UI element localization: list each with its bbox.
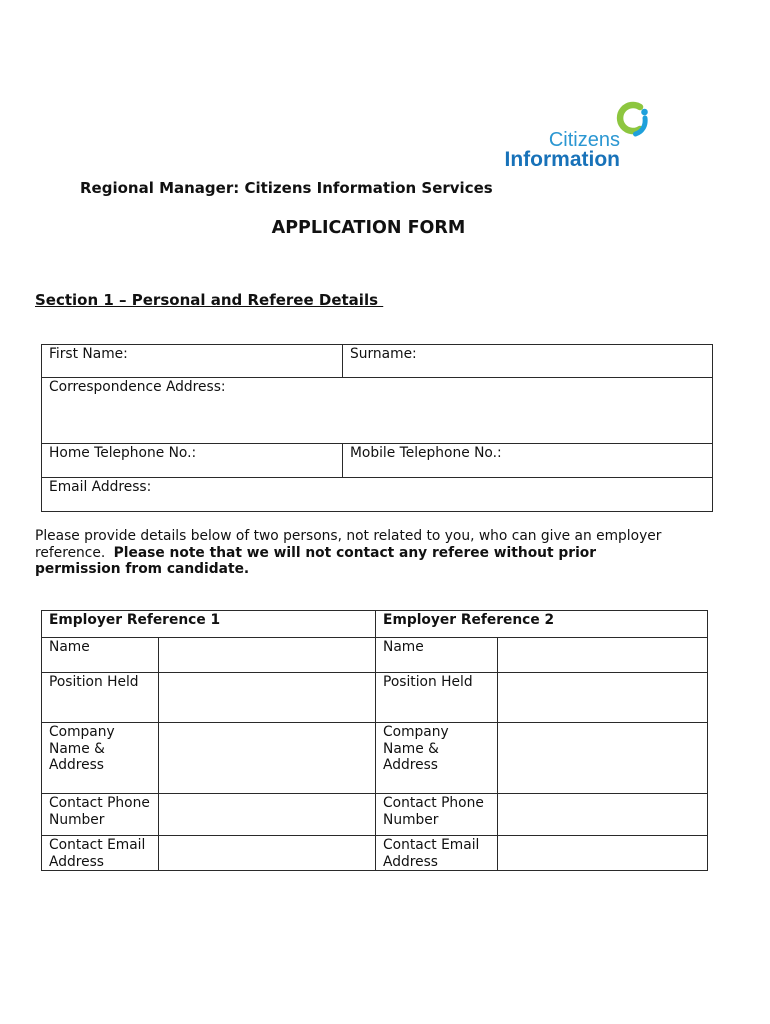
ref2-company-label: Company Name & Address bbox=[383, 724, 449, 773]
ref2-phone-label: Contact Phone Number bbox=[383, 795, 484, 828]
email-address-label: Email Address: bbox=[49, 479, 152, 495]
ref2-name-label: Name bbox=[383, 639, 424, 655]
ref2-email-field[interactable] bbox=[498, 836, 708, 871]
employer-reference-1-heading: Employer Reference 1 bbox=[42, 611, 376, 638]
ref2-name-label-cell bbox=[376, 638, 498, 673]
ref2-company-label-cell bbox=[376, 723, 498, 794]
ref2-name-field[interactable] bbox=[498, 638, 708, 673]
ref1-name-label-cell bbox=[42, 638, 159, 673]
ref1-company-field[interactable] bbox=[159, 723, 376, 794]
ref2-email-label-cell bbox=[376, 836, 498, 871]
logo-text-citizens: Citizens bbox=[548, 129, 620, 151]
ref2-phone-field[interactable] bbox=[498, 794, 708, 836]
home-telephone-label: Home Telephone No.: bbox=[49, 445, 197, 461]
ref1-name-field[interactable] bbox=[159, 638, 376, 673]
referee-instructions bbox=[35, 528, 675, 578]
ref2-position-label-cell bbox=[376, 673, 498, 723]
ref1-position-label-cell bbox=[42, 673, 159, 723]
employer-reference-2-heading: Employer Reference 2 bbox=[376, 611, 708, 638]
section-1-heading: Section 1 – Personal and Referee Details bbox=[35, 291, 384, 309]
referee-instructions-text: Please provide details below of two persons, not related to you, who can give an employer reference. bbox=[35, 528, 662, 561]
ref1-email-label: Contact Email Address bbox=[49, 837, 146, 870]
ref1-name-label: Name bbox=[49, 639, 90, 655]
surname-field[interactable] bbox=[343, 345, 713, 378]
email-address-field[interactable] bbox=[42, 478, 713, 512]
employer-references-table bbox=[41, 610, 708, 871]
form-title: APPLICATION FORM bbox=[271, 218, 466, 238]
ref2-company-field[interactable] bbox=[498, 723, 708, 794]
correspondence-address-label: Correspondence Address: bbox=[49, 379, 226, 395]
ref2-phone-label-cell bbox=[376, 794, 498, 836]
ref2-position-field[interactable] bbox=[498, 673, 708, 723]
surname-label: Surname: bbox=[350, 346, 417, 362]
ref1-phone-label: Contact Phone Number bbox=[49, 795, 150, 828]
personal-details-table bbox=[41, 344, 713, 512]
first-name-label: First Name: bbox=[49, 346, 128, 362]
ref1-company-label-cell bbox=[42, 723, 159, 794]
ref1-email-label-cell bbox=[42, 836, 159, 871]
mobile-telephone-label: Mobile Telephone No.: bbox=[350, 445, 502, 461]
form-subtitle: Regional Manager: Citizens Information Services bbox=[80, 179, 493, 197]
ref2-position-label: Position Held bbox=[383, 674, 473, 690]
ref1-phone-field[interactable] bbox=[159, 794, 376, 836]
ref1-phone-label-cell bbox=[42, 794, 159, 836]
ref2-email-label: Contact Email Address bbox=[383, 837, 480, 870]
ref1-position-label: Position Held bbox=[49, 674, 139, 690]
correspondence-address-field[interactable] bbox=[42, 378, 713, 444]
first-name-field[interactable] bbox=[42, 345, 343, 378]
ref1-company-label: Company Name & Address bbox=[49, 724, 115, 773]
ref1-position-field[interactable] bbox=[159, 673, 376, 723]
referee-instructions-bold-text: Please note that we will not contact any referee without prior permission from candidate. bbox=[35, 544, 597, 577]
logo-text-information: Information bbox=[504, 148, 620, 171]
home-telephone-field[interactable] bbox=[42, 444, 343, 478]
ref1-email-field[interactable] bbox=[159, 836, 376, 871]
mobile-telephone-field[interactable] bbox=[343, 444, 713, 478]
